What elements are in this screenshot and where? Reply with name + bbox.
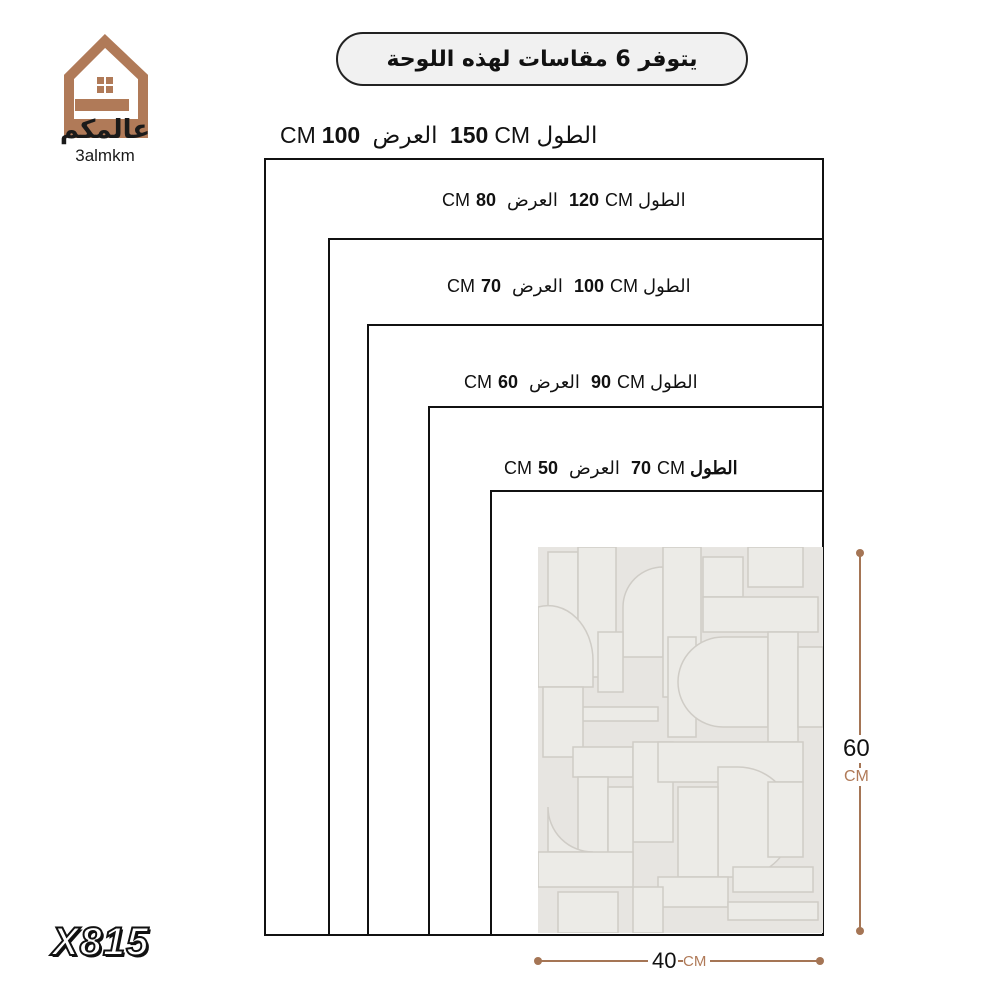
length-label: الطول	[638, 190, 686, 210]
height-value: 60	[843, 735, 870, 762]
height-unit: CM	[844, 768, 869, 785]
sizes-banner	[336, 32, 748, 86]
width-label: العرض	[512, 276, 563, 296]
length-value: 90	[590, 372, 611, 392]
width-unit: CM	[280, 122, 316, 148]
width-label: العرض	[569, 458, 620, 478]
width-value: 100	[321, 122, 361, 148]
brand-name-arabic: عالمكم	[59, 115, 151, 145]
width-value: 70	[481, 276, 502, 296]
relief-artwork	[538, 547, 823, 933]
dimension-endpoint	[856, 927, 864, 935]
dimension-endpoint	[816, 957, 824, 965]
width-unit: CM	[504, 458, 532, 478]
product-code: X815	[52, 920, 150, 964]
length-unit: CM	[656, 458, 685, 478]
length-label: الطول	[649, 372, 698, 392]
width-dimension-line	[540, 960, 822, 962]
length-value: 100	[573, 276, 604, 296]
width-unit: CM	[683, 953, 710, 970]
length-unit: CM	[604, 190, 633, 210]
width-label: العرض	[372, 122, 438, 148]
painting-image	[538, 547, 823, 933]
length-unit: CM	[609, 276, 638, 296]
brand-name-latin: 3almkm	[75, 146, 135, 165]
width-value: 50	[538, 458, 559, 478]
length-unit: CM	[616, 372, 645, 392]
dimension-endpoint	[856, 549, 864, 557]
length-value: 150	[449, 122, 489, 148]
size-label-120x80	[442, 190, 686, 211]
size-label-90x60	[464, 372, 698, 393]
size-label-150x100	[280, 122, 597, 149]
size-label-70x50	[504, 458, 738, 479]
length-value: 70	[630, 458, 651, 478]
banner-text: يتوفر 6 مقاسات لهذه اللوحة	[386, 46, 698, 72]
length-label: الطول	[643, 276, 691, 296]
width-unit: CM	[464, 372, 492, 392]
length-unit: CM	[494, 122, 531, 148]
length-label: الطول	[536, 122, 598, 148]
dimension-endpoint	[534, 957, 542, 965]
size-label-100x70	[447, 276, 691, 297]
length-value: 120	[568, 190, 599, 210]
width-unit: CM	[447, 276, 475, 296]
width-label: العرض	[507, 190, 558, 210]
width-unit: CM	[442, 190, 470, 210]
width-value: 60	[498, 372, 519, 392]
length-label: الطول	[689, 458, 738, 478]
width-value: 80	[476, 190, 497, 210]
width-value: 40	[648, 948, 678, 974]
width-label: العرض	[529, 372, 580, 392]
